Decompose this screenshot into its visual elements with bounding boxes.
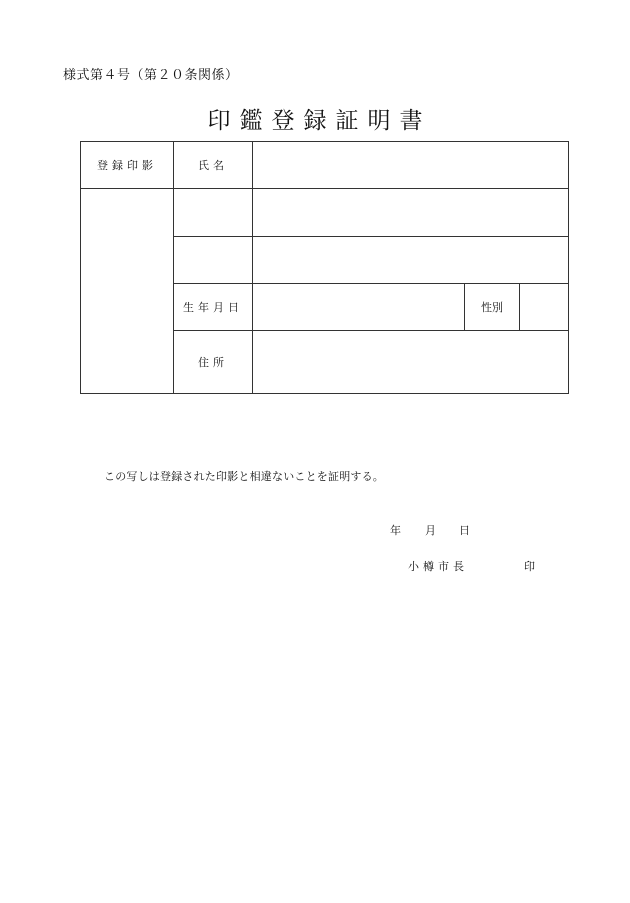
year-label: 年 (390, 524, 401, 537)
blank-label-cell-1 (174, 189, 253, 237)
registered-seal-image-area (81, 189, 174, 394)
blank-field-2[interactable] (253, 237, 569, 284)
birthdate-field[interactable] (253, 284, 465, 331)
name-label: 氏名 (174, 142, 253, 189)
blank-label-cell-2 (174, 237, 253, 284)
gender-label: 性別 (465, 284, 520, 331)
document-title: 印鑑登録証明書 (207, 108, 432, 134)
month-label: 月 (425, 524, 436, 537)
certificate-table (80, 141, 569, 394)
name-field[interactable] (253, 142, 569, 189)
address-field[interactable] (253, 331, 569, 394)
form-number: 様式第４号（第２０条関係） (63, 68, 239, 83)
address-label: 住所 (174, 331, 253, 394)
birthdate-label: 生年月日 (174, 284, 253, 331)
seal-mark-label: 印 (524, 560, 535, 573)
day-label: 日 (459, 524, 470, 537)
registered-seal-label: 登録印影 (81, 142, 174, 189)
certification-statement: この写しは登録された印影と相違ないことを証明する。 (104, 470, 384, 483)
mayor-title: 小樽市長 (408, 560, 468, 573)
blank-field-1[interactable] (253, 189, 569, 237)
gender-field[interactable] (520, 284, 569, 331)
